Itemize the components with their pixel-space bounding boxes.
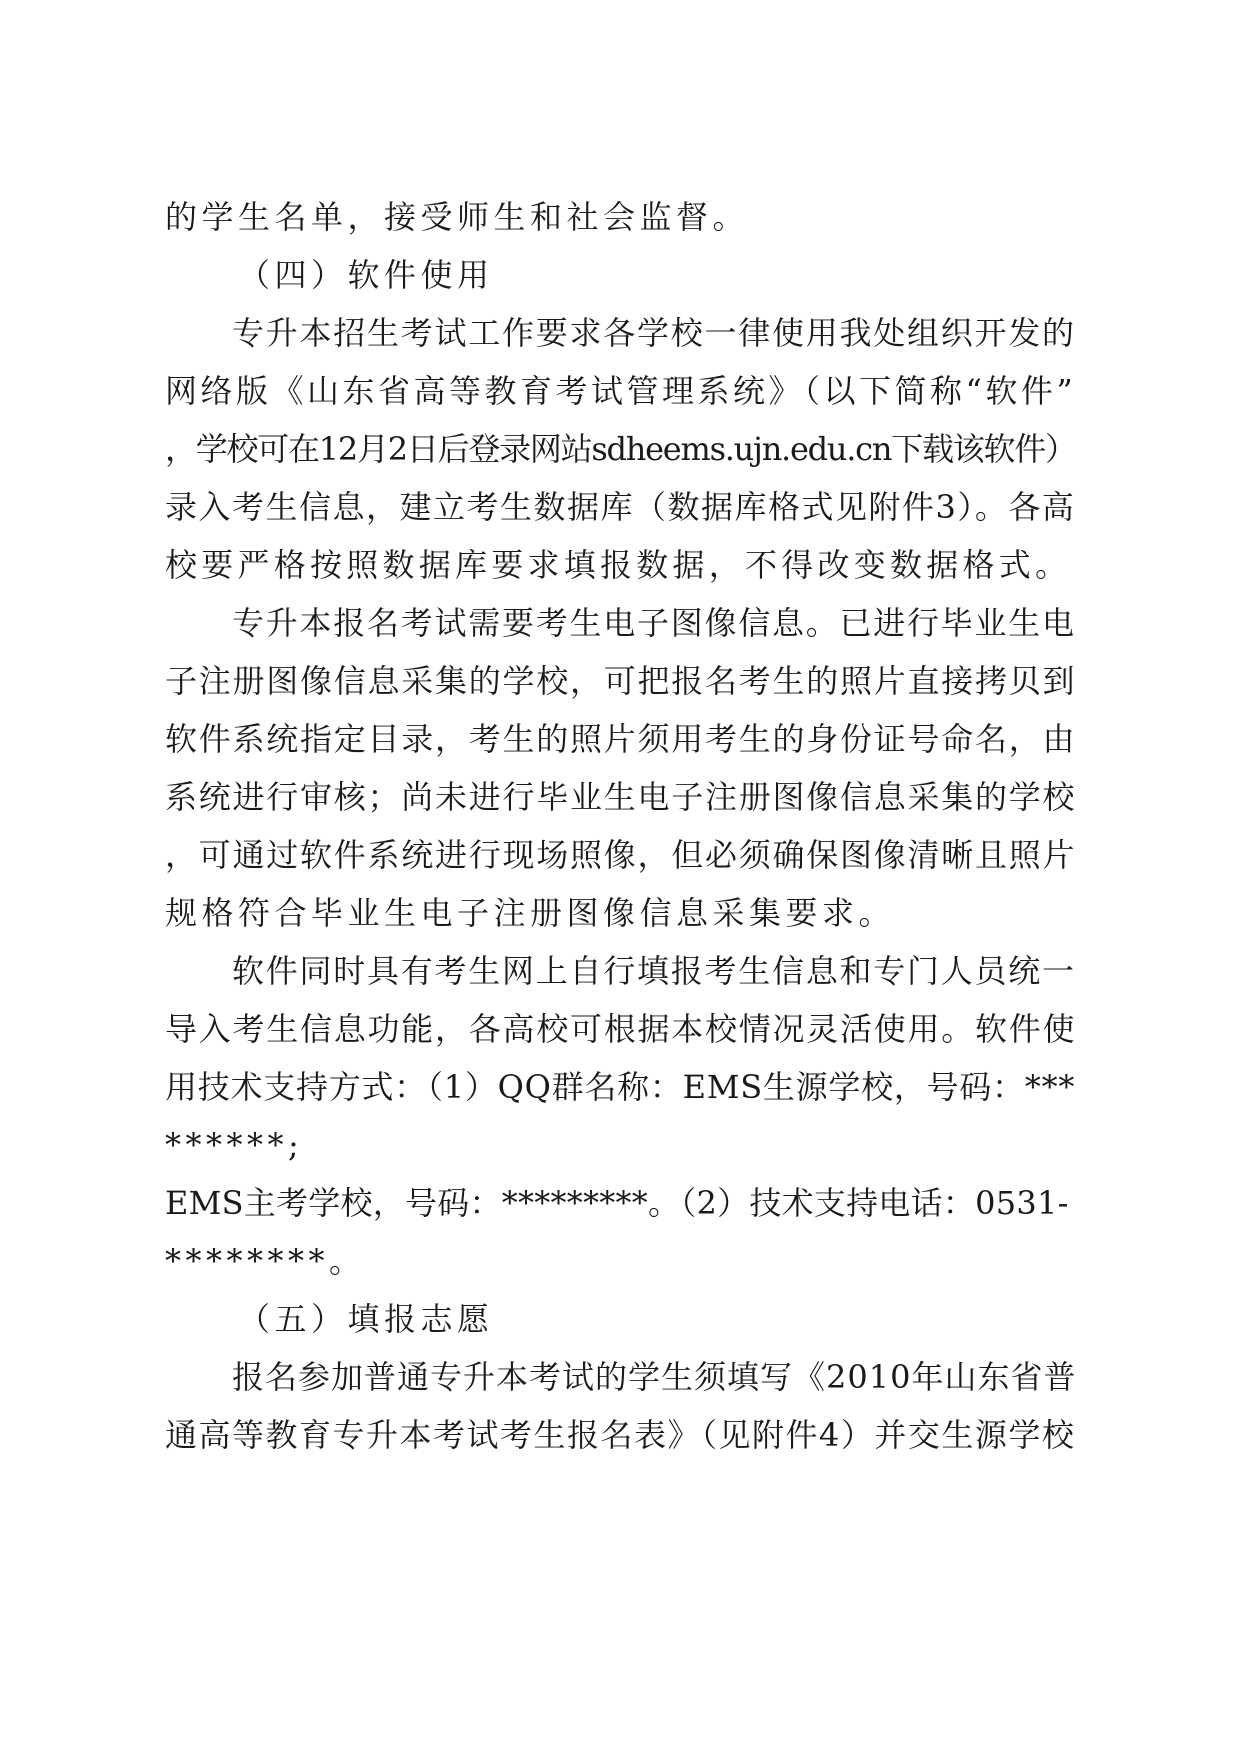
text-line: 录入考生信息，建立考生数据库（数据库格式见附件3）。各高 (165, 488, 1076, 526)
text-line: 规格符合毕业生电子注册图像信息采集要求。 (165, 894, 896, 932)
text-line: 专升本招生考试工作要求各学校一律使用我处组织开发的 (232, 314, 1076, 352)
text-line: ********。 (165, 1242, 366, 1280)
text-line: 校要严格按照数据库要求填报数据，不得改变数据格式。 (165, 546, 1072, 584)
text-line: ******; (165, 1126, 304, 1164)
text-line: 导入考生信息功能，各高校可根据本校情况灵活使用。软件使 (165, 1010, 1077, 1048)
text-line: EMS主考学校，号码：*********。（2）技术支持电话：0531- (165, 1184, 1069, 1222)
text-line: 通高等教育专升本考试考生报名表》（见附件4）并交生源学校 (165, 1416, 1076, 1454)
text-line: 子注册图像信息采集的学校，可把报名考生的照片直接拷贝到 (165, 662, 1077, 700)
text-line: ，可通过软件系统进行现场照像，但必须确保图像清晰且照片 (165, 836, 1077, 874)
text-line: ，学校可在12月2日后登录网站sdheems.ujn.edu.cn下载该软件） (165, 430, 1076, 468)
text-line: 报名参加普通专升本考试的学生须填写《2010年山东省普 (232, 1358, 1077, 1396)
text-line: 网络版《山东省高等教育考试管理系统》（以下简称“软件” (165, 372, 1077, 410)
text-line: 用技术支持方式：（1）QQ群名称：EMS生源学校，号码：*** (165, 1068, 1076, 1106)
text-line: 专升本报名考试需要考生电子图像信息。已进行毕业生电 (232, 604, 1076, 642)
section-heading-software: （四）软件使用 (238, 256, 494, 294)
text-line: 系统进行审核；尚未进行毕业生电子注册图像信息采集的学校 (165, 778, 1077, 816)
section-heading-volunteer: （五）填报志愿 (238, 1300, 494, 1338)
text-line: 的学生名单，接受师生和社会监督。 (165, 198, 750, 236)
text-line: 软件系统指定目录，考生的照片须用考生的身份证号命名，由 (165, 720, 1077, 758)
text-line: 软件同时具有考生网上自行填报考生信息和专门人员统一 (232, 952, 1076, 990)
